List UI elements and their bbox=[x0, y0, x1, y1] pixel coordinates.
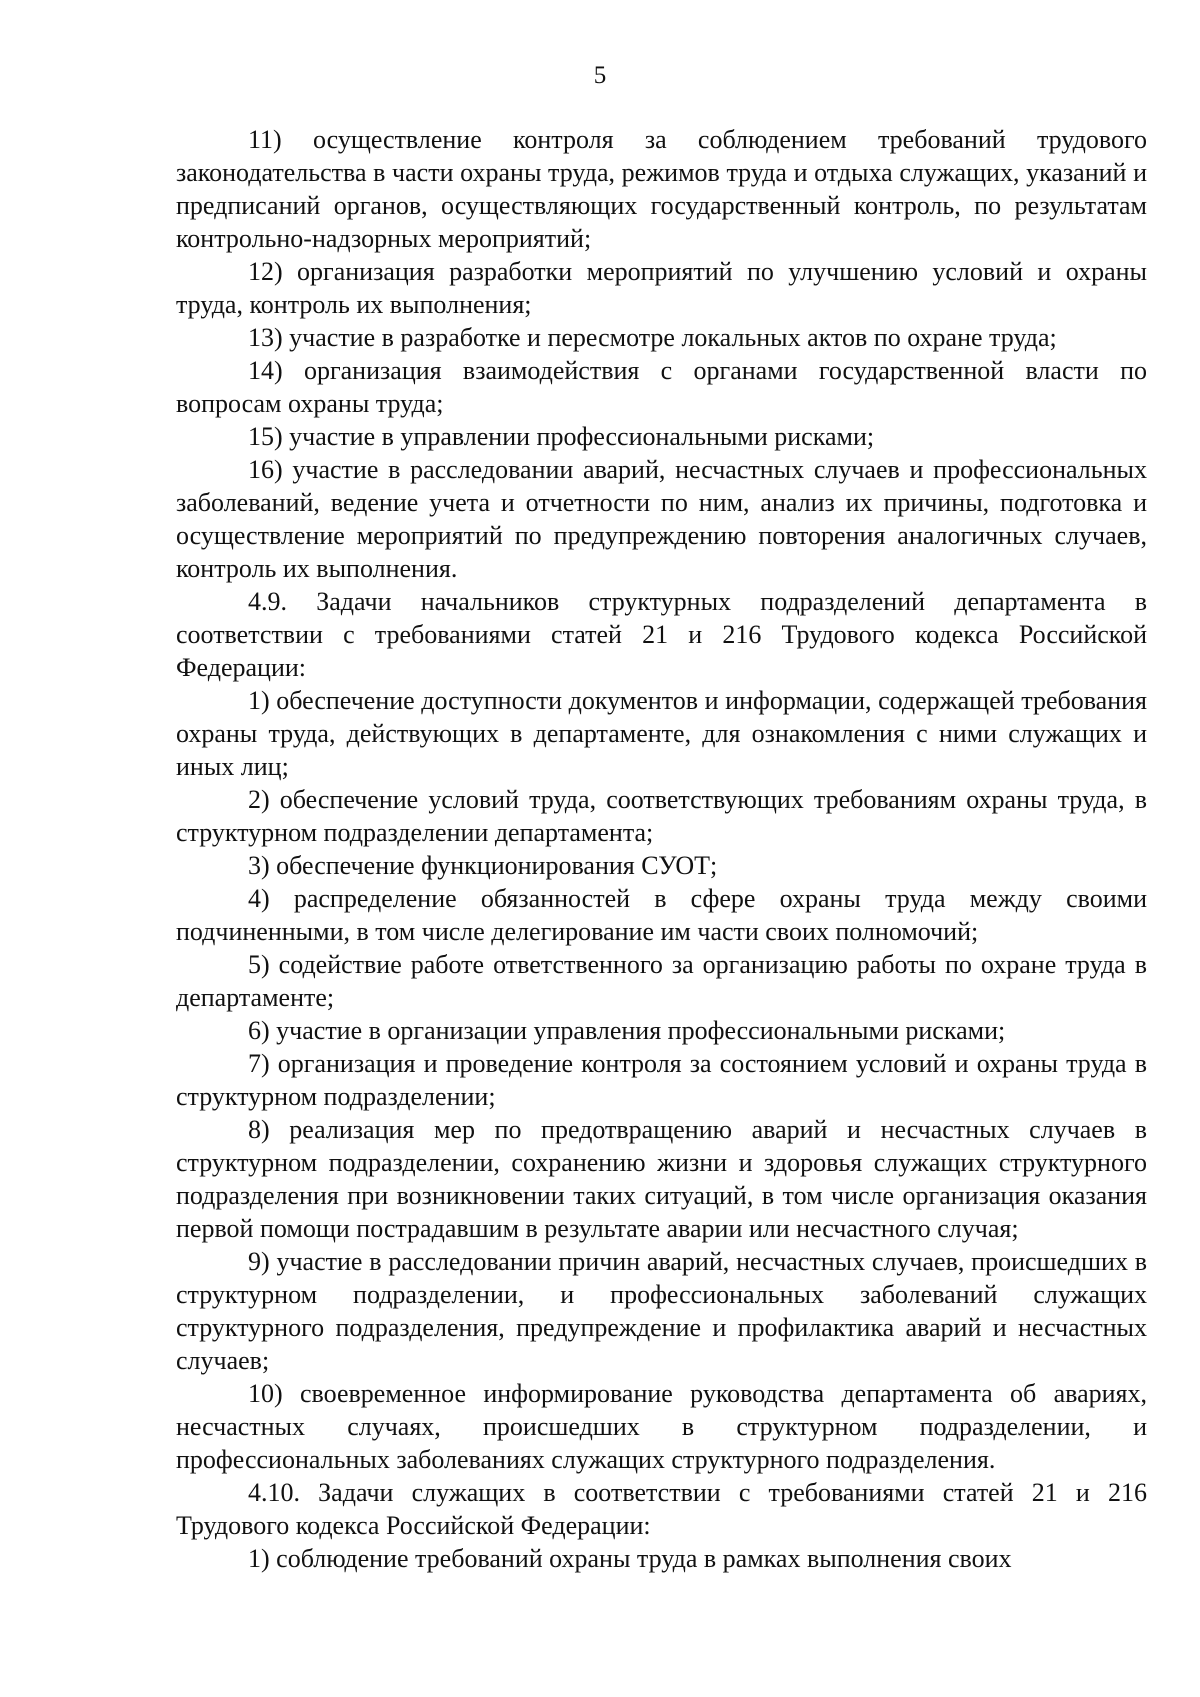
paragraph-4-9-item-8: 8) реализация мер по предотвращению аварий и несчастных случаев в структурном подразделении, сохранению жизни и здоровья служащих структурного подразделения при возникновении таких ситуаций, в том числе организация оказания первой помощи пострадавшим в результате аварии или несчастного случая; bbox=[176, 1115, 1147, 1243]
section-4-10-heading: 4.10. Задачи служащих в соответствии с требованиями статей 21 и 216 Трудового кодекса Российской Федерации: bbox=[176, 1478, 1147, 1540]
paragraph-4-9-item-6: 6) участие в организации управления профессиональными рисками; bbox=[248, 1016, 1006, 1045]
paragraph-item-13: 13) участие в разработке и пересмотре локальных актов по охране труда; bbox=[248, 323, 1057, 352]
paragraph-4-9-item-3: 3) обеспечение функционирования СУОТ; bbox=[248, 851, 718, 880]
paragraph-4-9-item-5: 5) содействие работе ответственного за организацию работы по охране труда в департаменте; bbox=[176, 950, 1147, 1012]
paragraph-item-15: 15) участие в управлении профессиональными рисками; bbox=[248, 422, 875, 451]
paragraph-4-9-item-7: 7) организация и проведение контроля за состоянием условий и охраны труда в структурном подразделении; bbox=[176, 1049, 1147, 1111]
paragraph-4-9-item-4: 4) распределение обязанностей в сфере охраны труда между своими подчиненными, в том числе делегирование им части своих полномочий; bbox=[176, 884, 1147, 946]
paragraph-item-16: 16) участие в расследовании аварий, несчастных случаев и профессиональных заболеваний, ведение учета и отчетности по ним, анализ их причины, подготовка и осуществление мероприятий по предупреждению повторения аналогичных случаев, контроль их выполнения. bbox=[176, 455, 1147, 583]
paragraph-item-11: 11) осуществление контроля за соблюдением требований трудового законодательства в части охраны труда, режимов труда и отдыха служащих, указаний и предписаний органов, осуществляющих государственный контроль, по результатам контрольно-надзорных мероприятий; bbox=[176, 125, 1147, 253]
paragraph-item-12: 12) организация разработки мероприятий по улучшению условий и охраны труда, контроль их выполнения; bbox=[176, 257, 1147, 319]
section-4-9-heading: 4.9. Задачи начальников структурных подразделений департамента в соответствии с требованиями статей 21 и 216 Трудового кодекса Российской Федерации: bbox=[176, 587, 1147, 682]
paragraph-4-9-item-1: 1) обеспечение доступности документов и информации, содержащей требования охраны труда, действующих в департаменте, для ознакомления с ними служащих и иных лиц; bbox=[176, 686, 1147, 781]
paragraph-4-10-item-1: 1) соблюдение требований охраны труда в рамках выполнения своих bbox=[248, 1544, 1012, 1573]
page-number: 5 bbox=[593, 62, 607, 89]
document-body bbox=[176, 123, 1147, 1575]
paragraph-4-9-item-10: 10) своевременное информирование руководства департамента об авариях, несчастных случаях, происшедших в структурном подразделении, и профессиональных заболеваниях служащих структурного подразделения. bbox=[176, 1379, 1147, 1474]
paragraph-4-9-item-9: 9) участие в расследовании причин аварий, несчастных случаев, происшедших в структурном подразделении, и профессиональных заболеваний служащих структурного подразделения, предупреждение и профилактика аварий и несчастных случаев; bbox=[176, 1247, 1147, 1375]
paragraph-4-9-item-2: 2) обеспечение условий труда, соответствующих требованиям охраны труда, в структурном подразделении департамента; bbox=[176, 785, 1147, 847]
paragraph-item-14: 14) организация взаимодействия с органами государственной власти по вопросам охраны труда; bbox=[176, 356, 1147, 418]
